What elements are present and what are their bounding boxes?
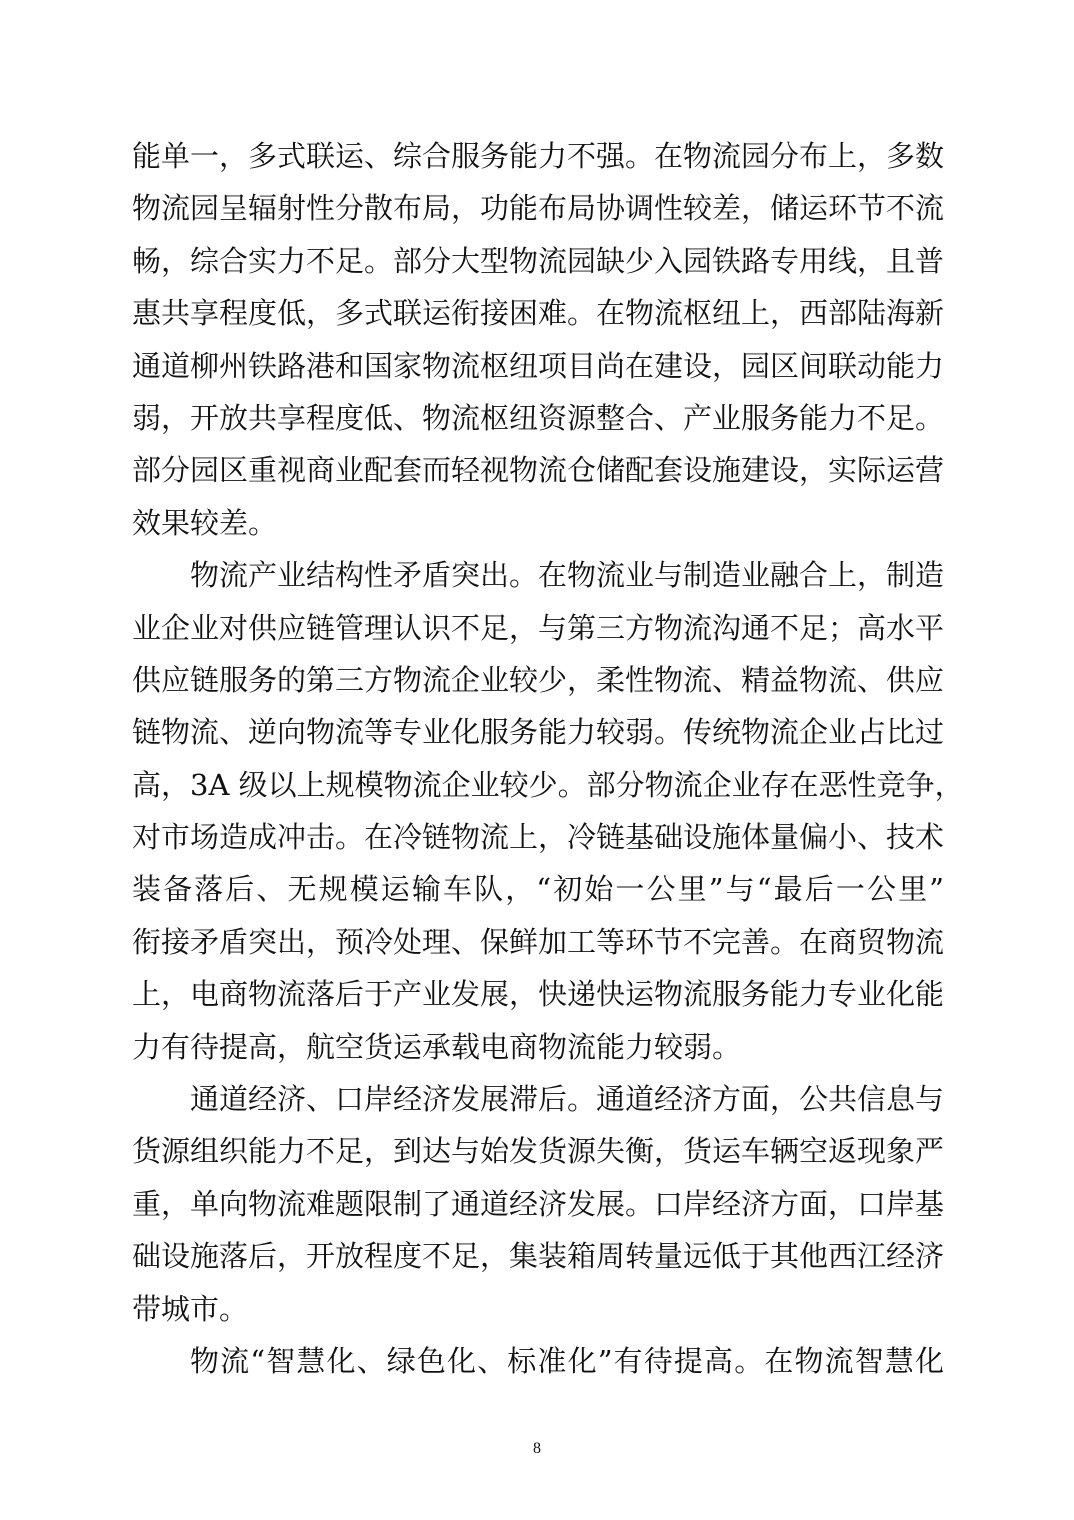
text-line: 通道经济、口岸经济发展滞后。通道经济方面，公共信息与	[190, 1082, 945, 1117]
page-number: 8	[533, 1440, 541, 1457]
paragraph	[132, 549, 964, 1073]
text-line: 弱，开放共享程度低、物流枢纽资源整合、产业服务能力不足。	[132, 400, 945, 435]
text-line: 效果较差。	[132, 505, 278, 540]
text-line: 重，单向物流难题限制了通道经济发展。口岸经济方面，口岸基	[132, 1186, 945, 1221]
text-line: 部分园区重视商业配套而轻视物流仓储配套设施建设，实际运营	[132, 453, 945, 488]
text-line: 惠共享程度低，多式联运衔接困难。在物流枢纽上，西部陆海新	[132, 296, 945, 331]
text-line: 畅，综合实力不足。部分大型物流园缺少入园铁路专用线，且普	[132, 243, 945, 278]
text-line: 带城市。	[132, 1291, 249, 1326]
text-line: 装备落后、无规模运输车队，“初始一公里”与“最后一公里”	[132, 872, 944, 907]
paragraph	[132, 1335, 944, 1387]
text-line: 通道柳州铁路港和国家物流枢纽项目尚在建设，园区间联动能力	[132, 348, 945, 383]
body-text	[132, 130, 964, 1387]
text-line: 上，电商物流落后于产业发展，快递快运物流服务能力专业化能	[132, 977, 945, 1012]
text-line: 础设施落后，开放程度不足，集装箱周转量远低于其他西江经济	[132, 1239, 945, 1274]
text-line: 物流园呈辐射性分散布局，功能布局协调性较差，储运环节不流	[132, 191, 945, 226]
text-line: 对市场造成冲击。在冷链物流上，冷链基础设施体量偏小、技术	[132, 820, 945, 855]
text-line: 能单一，多式联运、综合服务能力不强。在物流园分布上，多数	[132, 139, 945, 173]
paragraph	[132, 130, 944, 549]
text-line: 物流“智慧化、绿色化、标准化”有待提高。在物流智慧化	[190, 1343, 944, 1378]
text-line: 供应链服务的第三方物流企业较少，柔性物流、精益物流、供应	[132, 662, 945, 697]
paragraph	[132, 1073, 944, 1335]
text-line: 衔接矛盾突出，预冷处理、保鲜加工等环节不完善。在商贸物流	[132, 924, 945, 959]
text-line: 业企业对供应链管理认识不足，与第三方物流沟通不足；高水平	[132, 610, 945, 645]
text-line: 高，3A 级以上规模物流企业较少。部分物流企业存在恶性竞争，	[132, 767, 964, 802]
text-line: 链物流、逆向物流等专业化服务能力较弱。传统物流企业占比过	[132, 715, 945, 750]
text-line: 货源组织能力不足，到达与始发货源失衡，货运车辆空返现象严	[132, 1134, 945, 1169]
text-line: 力有待提高，航空货运承载电商物流能力较弱。	[132, 1029, 742, 1064]
text-line: 物流产业结构性矛盾突出。在物流业与制造业融合上，制造	[190, 558, 945, 593]
